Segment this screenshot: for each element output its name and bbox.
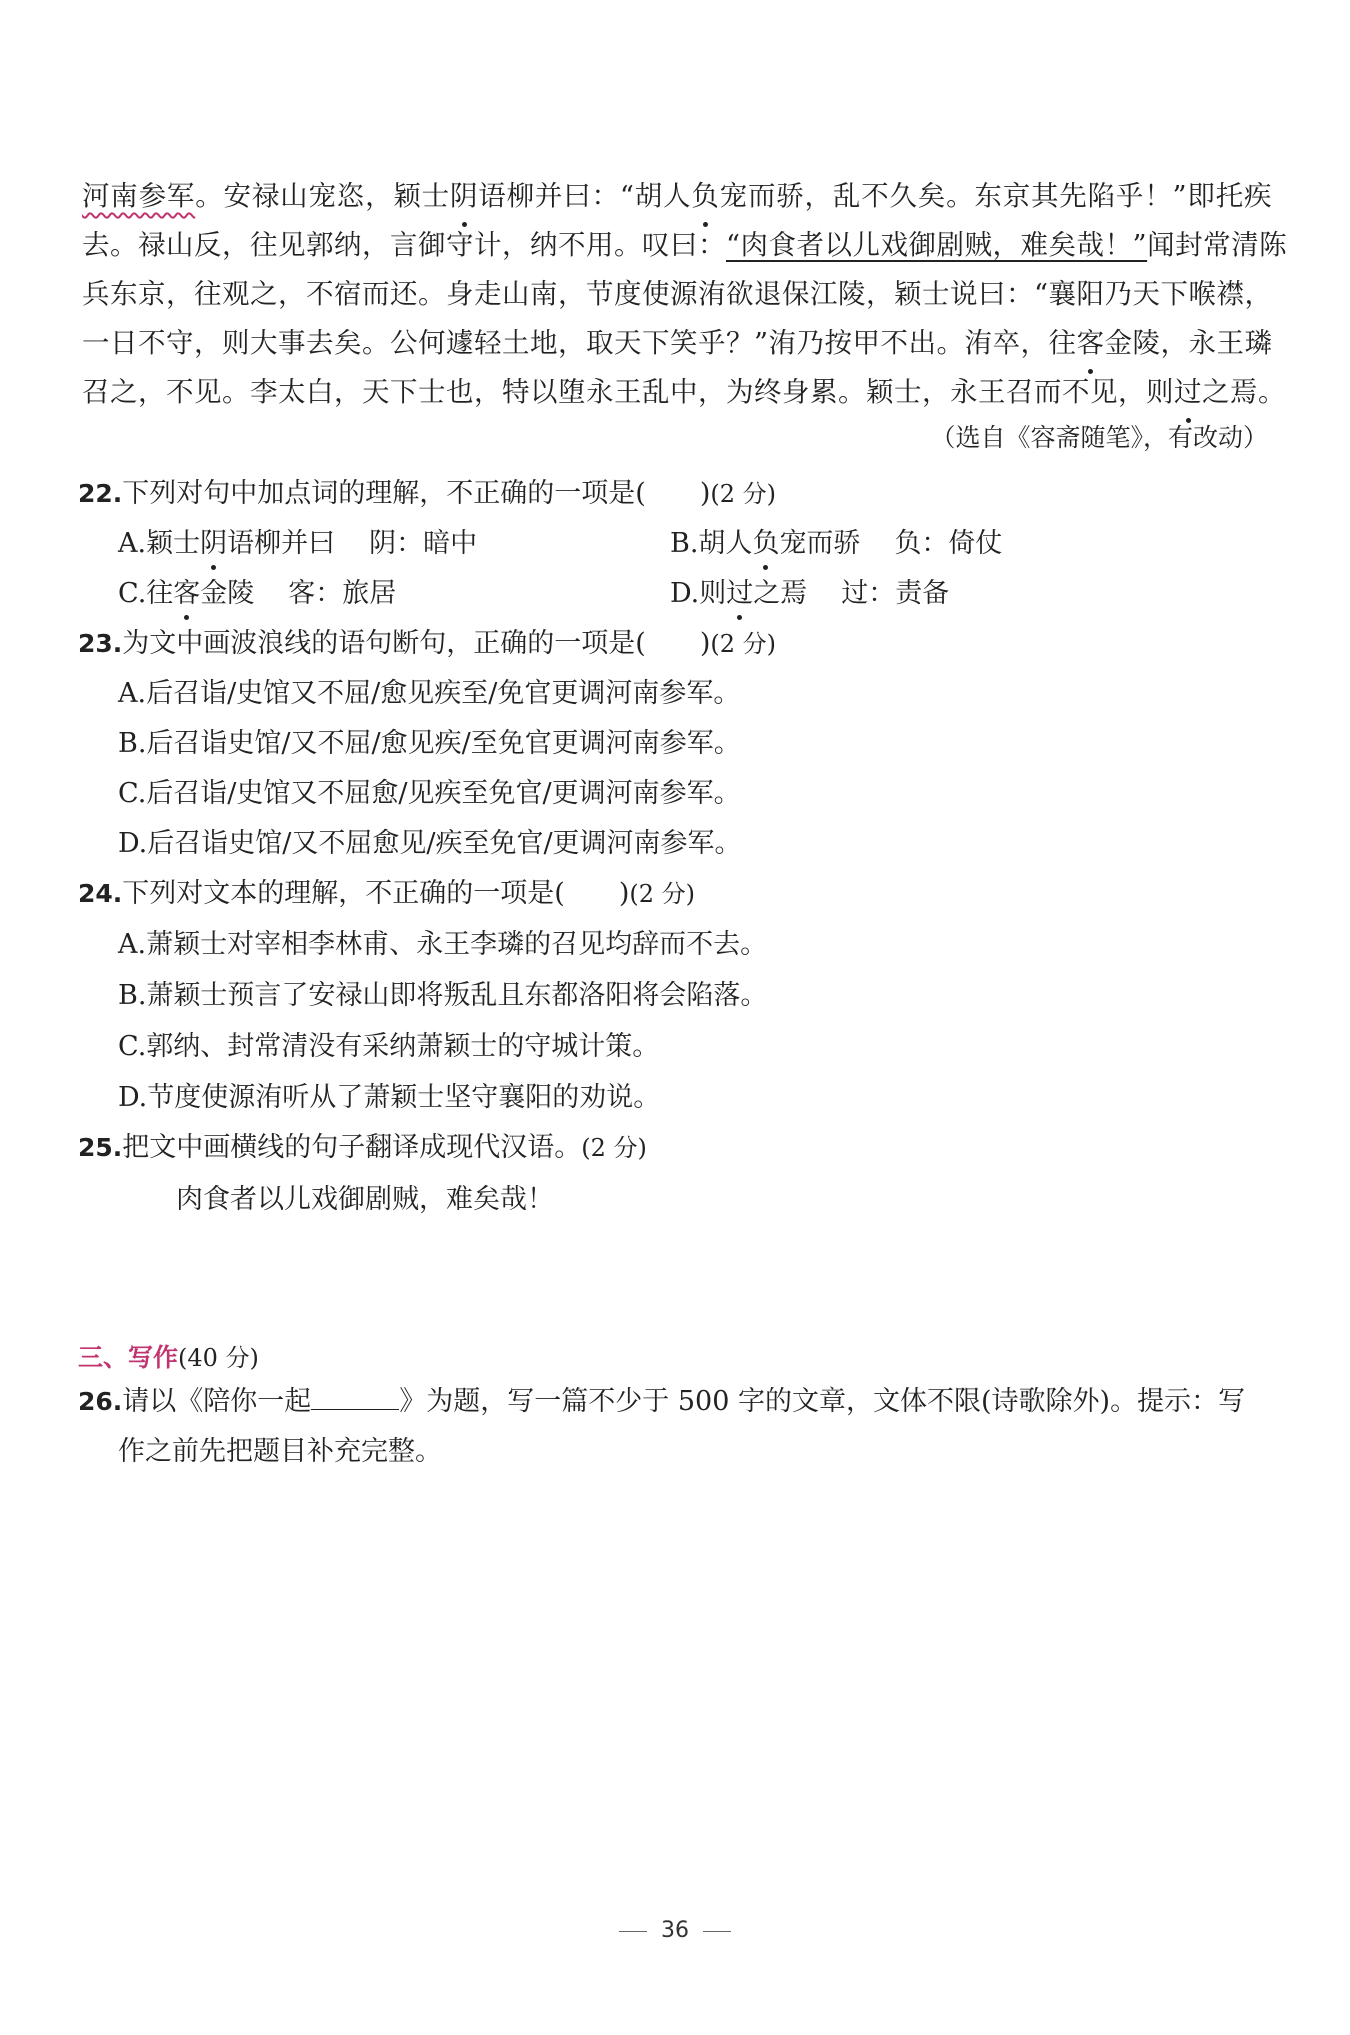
option-gloss: 过：责备: [841, 578, 950, 609]
option-gloss: 客：旅居: [288, 578, 397, 609]
question-26-continuation: 作之前先把题目补充完整。: [118, 1436, 442, 1467]
dotted-word-fu: 负: [691, 172, 719, 221]
question-text: 下列对句中加点词的理解，不正确的一项是( ): [122, 478, 711, 509]
q22-option-c: C.往客金陵 客：旅居: [118, 574, 396, 614]
passage-line-3: 兵东京，往观之，不宿而还。身走山南，节度使源洧欲退保江陵，颖士说曰：“襄阳乃天下喉襟，: [82, 278, 1273, 310]
title-blank: [311, 1383, 399, 1410]
question-number: 26.: [78, 1387, 123, 1416]
question-score: (2 分): [629, 880, 695, 908]
q25-sentence: 肉食者以儿戏御剧贼，难矣哉！: [176, 1184, 554, 1215]
option-gloss: 阴：暗中: [369, 528, 478, 559]
question-22: [78, 474, 776, 514]
q23-option-c: C.后召诣/史馆又不屈愈/见疾至免官/更调河南参军。: [118, 778, 741, 809]
question-26: [78, 1382, 1245, 1422]
question-text: 为文中画波浪线的语句断句，正确的一项是( ): [122, 628, 711, 659]
dotted-word: 客: [173, 574, 200, 614]
dotted-word-guo: 过: [1174, 368, 1202, 417]
q22-option-d: D.则过之焉 过：责备: [670, 574, 949, 614]
page-number-footer: [0, 1918, 1350, 1943]
q24-option-a: A.萧颖士对宰相李林甫、永王李璘的召见均辞而不去。: [118, 929, 768, 960]
question-23: [78, 624, 776, 664]
dotted-word-ke: 客: [1077, 319, 1105, 368]
dotted-word: 阴: [200, 524, 227, 564]
question-number: 25.: [78, 1133, 123, 1162]
q22-option-a: A.颖士阴语柳并曰 阴：暗中: [118, 524, 477, 564]
question-score: (2 分): [710, 630, 776, 658]
question-number: 23.: [78, 629, 123, 658]
section-writing-heading: [78, 1338, 259, 1378]
q22-option-b: B.胡人负宠而骄 负：倚仗: [670, 524, 1002, 564]
question-score: (2 分): [581, 1134, 647, 1162]
option-gloss: 负：倚仗: [894, 528, 1003, 559]
question-24: [78, 874, 695, 914]
question-text: 把文中画横线的句子翻译成现代汉语。: [122, 1132, 582, 1163]
question-number: 22.: [78, 479, 123, 508]
q24-option-c: C.郭纳、封常清没有采纳萧颖士的守城计策。: [118, 1031, 660, 1062]
page-number: 36: [661, 1918, 689, 1943]
passage-line-4: 一日不守，则大事去矣。公何遽轻土地，取天下笑乎？”洧乃按甲不出。洧卒，往客金陵，永王璘: [82, 319, 1272, 368]
q24-option-b: B.萧颖士预言了安禄山即将叛乱且东都洛阳将会陷落。: [118, 980, 768, 1011]
footer-dash-left: [619, 1931, 647, 1932]
question-text-part-b: 》为题，写一篇不少于 500 字的文章，文体不限(诗歌除外)。提示：写: [399, 1386, 1246, 1417]
q23-option-d: D.后召诣史馆/又不屈愈见/疾至免官/更调河南参军。: [118, 828, 742, 859]
classical-passage: [82, 172, 1288, 417]
q23-option-a: A.后召诣/史馆又不屈/愈见疾至/免官更调河南参军。: [118, 678, 741, 709]
q23-option-b: B.后召诣史馆/又不屈/愈见疾/至免官更调河南参军。: [118, 728, 741, 759]
dotted-word: 过: [726, 574, 753, 614]
question-25: [78, 1128, 647, 1168]
passage-line-1: 河南参军。安禄山宠恣，颖士阴语柳并曰：“胡人负宠而骄，乱不久矣。东京其先陷乎！”即托疾: [82, 172, 1272, 221]
dotted-word-yin: 阴: [450, 172, 478, 221]
underlined-sentence: “肉食者以儿戏御剧贼，难矣哉！”: [726, 229, 1148, 261]
passage-source: （选自《容斋随笔》，有改动）: [930, 423, 1268, 452]
section-score: (40 分): [178, 1344, 259, 1372]
question-text: 下列对文本的理解，不正确的一项是( ): [122, 878, 630, 909]
question-number: 24.: [78, 879, 123, 908]
question-text-part-a: 请以《陪你一起: [122, 1386, 312, 1417]
wavy-underlined-phrase: 河南参军: [82, 180, 196, 212]
section-title: 三、写作: [78, 1343, 179, 1372]
passage-line-5: 召之，不见。李太白，天下士也，特以堕永王乱中，为终身累。颖士，永王召而不见，则过之焉。: [82, 368, 1272, 417]
dotted-word: 负: [752, 524, 779, 564]
passage-line-2: 去。禄山反，往见郭纳，言御守计，纳不用。叹曰：“肉食者以儿戏御剧贼，难矣哉！”闻封常清陈: [82, 229, 1288, 261]
footer-dash-right: [703, 1931, 731, 1932]
q24-option-d: D.节度使源洧听从了萧颖士坚守襄阳的劝说。: [118, 1082, 661, 1113]
question-score: (2 分): [710, 480, 776, 508]
